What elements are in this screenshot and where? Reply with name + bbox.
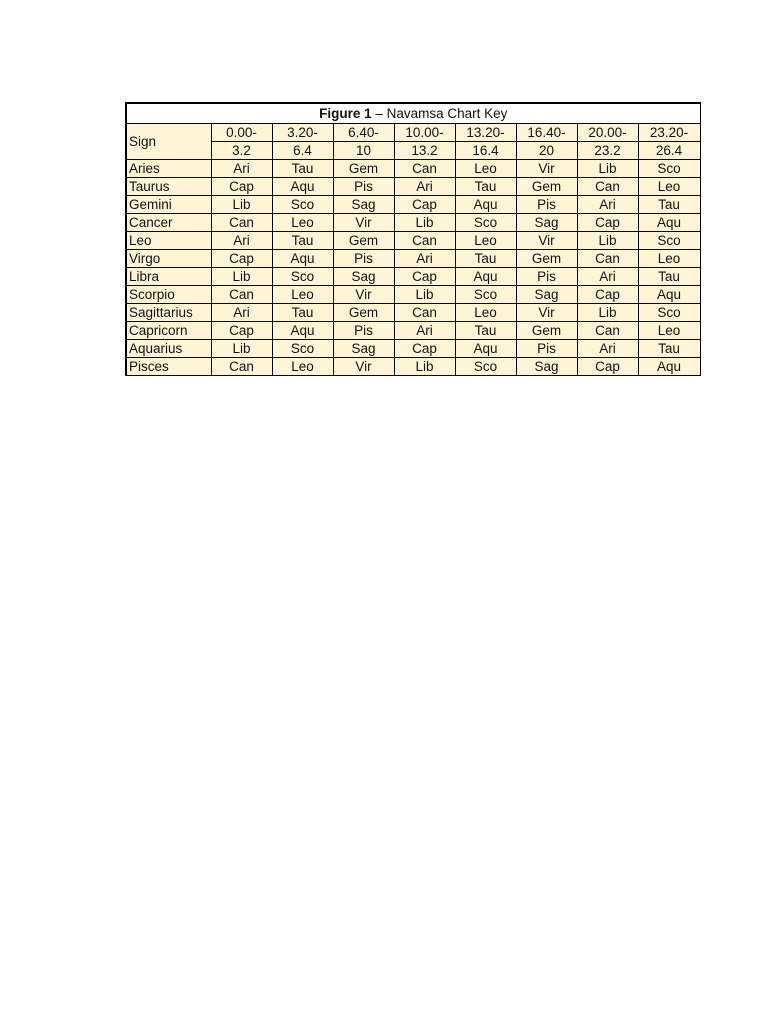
navamsa-sign-cell: Sag [516,286,577,304]
navamsa-sign-cell: Leo [455,160,516,178]
navamsa-sign-cell: Lib [211,268,272,286]
navamsa-sign-cell: Can [211,286,272,304]
navamsa-sign-cell: Cap [577,214,638,232]
navamsa-sign-cell: Ari [211,160,272,178]
navamsa-sign-cell: Tau [455,322,516,340]
navamsa-sign-cell: Can [211,214,272,232]
navamsa-sign-cell: Tau [455,178,516,196]
sign-name-cell: Taurus [126,178,211,196]
navamsa-sign-cell: Aqu [455,340,516,358]
navamsa-sign-cell: Sco [272,196,333,214]
sign-name-cell: Sagittarius [126,304,211,322]
navamsa-sign-cell: Ari [394,322,455,340]
navamsa-sign-cell: Lib [577,304,638,322]
navamsa-sign-cell: Pis [333,250,394,268]
navamsa-sign-cell: Vir [516,232,577,250]
navamsa-sign-cell: Sag [333,340,394,358]
navamsa-sign-cell: Pis [516,196,577,214]
navamsa-sign-cell: Cap [577,358,638,376]
range-start-cell: 10.00- [394,124,455,142]
navamsa-sign-cell: Sco [272,340,333,358]
table-row [126,322,700,340]
navamsa-sign-cell: Cap [394,268,455,286]
navamsa-sign-cell: Aqu [638,214,700,232]
navamsa-sign-cell: Pis [516,268,577,286]
navamsa-sign-cell: Tau [272,160,333,178]
navamsa-sign-cell: Vir [333,358,394,376]
navamsa-sign-cell: Leo [455,304,516,322]
navamsa-sign-cell: Ari [211,232,272,250]
table-row [126,358,700,376]
navamsa-sign-cell: Aqu [455,196,516,214]
navamsa-sign-cell: Ari [394,250,455,268]
navamsa-sign-cell: Vir [516,304,577,322]
sign-name-cell: Leo [126,232,211,250]
navamsa-sign-cell: Sag [516,358,577,376]
range-start-cell: 23.20- [638,124,700,142]
navamsa-sign-cell: Leo [272,286,333,304]
navamsa-sign-cell: Leo [638,178,700,196]
navamsa-sign-cell: Lib [211,340,272,358]
table-row [126,250,700,268]
navamsa-sign-cell: Sco [638,304,700,322]
table-row [126,232,700,250]
table-row [126,160,700,178]
navamsa-sign-cell: Cap [394,196,455,214]
navamsa-sign-cell: Can [577,322,638,340]
navamsa-chart-sheet [125,102,699,376]
navamsa-sign-cell: Sco [455,214,516,232]
navamsa-sign-cell: Gem [333,232,394,250]
navamsa-sign-cell: Leo [272,214,333,232]
range-start-cell: 20.00- [577,124,638,142]
sign-name-cell: Pisces [126,358,211,376]
navamsa-sign-cell: Vir [516,160,577,178]
range-start-cell: 13.20- [455,124,516,142]
range-end-cell: 16.4 [455,142,516,160]
navamsa-sign-cell: Sco [455,358,516,376]
figure-label: Figure 1 [319,106,372,121]
title-row [126,103,700,124]
sign-name-cell: Gemini [126,196,211,214]
range-start-cell: 3.20- [272,124,333,142]
range-start-row [126,124,700,142]
range-start-cell: 16.40- [516,124,577,142]
navamsa-sign-cell: Ari [577,268,638,286]
table-row [126,286,700,304]
navamsa-sign-cell: Sag [333,196,394,214]
figure-caption: Navamsa Chart Key [386,106,508,121]
navamsa-sign-cell: Aqu [638,358,700,376]
navamsa-sign-cell: Lib [577,232,638,250]
range-end-cell: 6.4 [272,142,333,160]
range-end-cell: 10 [333,142,394,160]
figure-title [126,103,700,124]
navamsa-sign-cell: Pis [333,322,394,340]
range-end-row [126,142,700,160]
navamsa-chart-key-table [125,102,701,376]
navamsa-sign-cell: Can [211,358,272,376]
navamsa-sign-cell: Cap [211,250,272,268]
navamsa-sign-cell: Sco [455,286,516,304]
navamsa-sign-cell: Ari [394,178,455,196]
navamsa-sign-cell: Ari [211,304,272,322]
navamsa-sign-cell: Can [394,232,455,250]
navamsa-sign-cell: Lib [211,196,272,214]
range-start-cell: 0.00- [211,124,272,142]
navamsa-sign-cell: Lib [394,358,455,376]
navamsa-sign-cell: Tau [638,340,700,358]
navamsa-sign-cell: Aqu [272,250,333,268]
table-row [126,268,700,286]
navamsa-sign-cell: Vir [333,214,394,232]
navamsa-sign-cell: Pis [333,178,394,196]
navamsa-sign-cell: Cap [211,178,272,196]
navamsa-sign-cell: Ari [577,340,638,358]
navamsa-sign-cell: Sag [516,214,577,232]
navamsa-sign-cell: Can [577,178,638,196]
navamsa-sign-cell: Leo [272,358,333,376]
navamsa-sign-cell: Gem [516,322,577,340]
sign-name-cell: Capricorn [126,322,211,340]
table-row [126,178,700,196]
navamsa-sign-cell: Cap [394,340,455,358]
range-end-cell: 13.2 [394,142,455,160]
range-end-cell: 26.4 [638,142,700,160]
table-row [126,340,700,358]
table-row [126,304,700,322]
sign-name-cell: Aries [126,160,211,178]
navamsa-sign-cell: Ari [577,196,638,214]
range-end-cell: 20 [516,142,577,160]
sign-name-cell: Virgo [126,250,211,268]
navamsa-sign-cell: Gem [516,178,577,196]
sign-name-cell: Aquarius [126,340,211,358]
navamsa-sign-cell: Can [394,304,455,322]
navamsa-sign-cell: Leo [638,250,700,268]
sign-name-cell: Libra [126,268,211,286]
navamsa-sign-cell: Tau [272,232,333,250]
navamsa-sign-cell: Vir [333,286,394,304]
navamsa-sign-cell: Sag [333,268,394,286]
navamsa-sign-cell: Pis [516,340,577,358]
navamsa-sign-cell: Cap [577,286,638,304]
navamsa-sign-cell: Leo [455,232,516,250]
navamsa-sign-cell: Sco [638,232,700,250]
table-row [126,214,700,232]
navamsa-sign-cell: Tau [272,304,333,322]
navamsa-sign-cell: Lib [577,160,638,178]
navamsa-sign-cell: Cap [211,322,272,340]
sign-name-cell: Scorpio [126,286,211,304]
range-end-cell: 23.2 [577,142,638,160]
navamsa-sign-cell: Lib [394,214,455,232]
figure-separator: – [371,106,387,121]
range-start-cell: 6.40- [333,124,394,142]
navamsa-sign-cell: Gem [516,250,577,268]
navamsa-sign-cell: Tau [638,268,700,286]
navamsa-sign-cell: Aqu [638,286,700,304]
navamsa-sign-cell: Can [577,250,638,268]
sign-name-cell: Cancer [126,214,211,232]
navamsa-sign-cell: Gem [333,160,394,178]
navamsa-sign-cell: Tau [638,196,700,214]
sign-column-header: Sign [126,124,211,160]
navamsa-sign-cell: Tau [455,250,516,268]
navamsa-sign-cell: Lib [394,286,455,304]
table-row [126,196,700,214]
navamsa-sign-cell: Leo [638,322,700,340]
navamsa-sign-cell: Sco [272,268,333,286]
navamsa-sign-cell: Gem [333,304,394,322]
navamsa-sign-cell: Aqu [272,178,333,196]
navamsa-sign-cell: Sco [638,160,700,178]
navamsa-sign-cell: Can [394,160,455,178]
navamsa-sign-cell: Aqu [455,268,516,286]
range-end-cell: 3.2 [211,142,272,160]
navamsa-sign-cell: Aqu [272,322,333,340]
